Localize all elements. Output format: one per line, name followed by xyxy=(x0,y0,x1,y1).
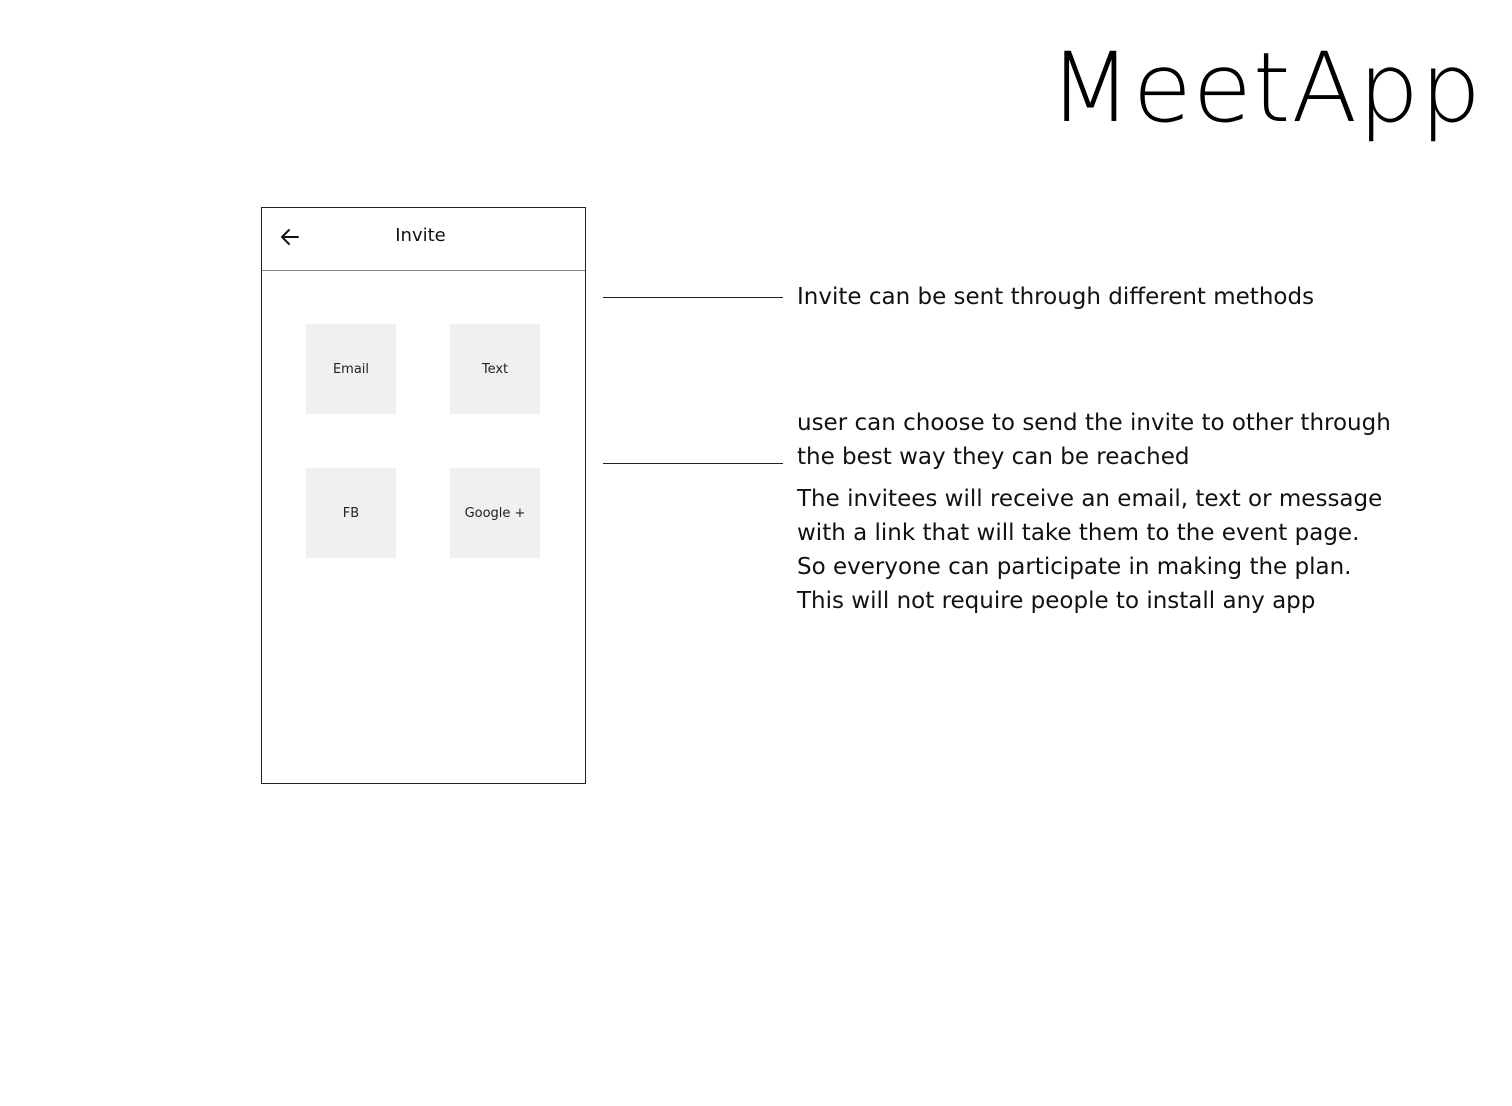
phone-frame xyxy=(261,207,586,784)
annotation-line: The invitees will receive an email, text or message xyxy=(797,486,1383,512)
annotation-line: So everyone can participate in making the plan. xyxy=(797,554,1352,580)
annotation-line: Invite can be sent through different methods xyxy=(797,284,1315,310)
email-invite-button[interactable]: Email xyxy=(306,324,396,414)
google-plus-invite-button[interactable]: Google + xyxy=(450,468,540,558)
text-invite-button[interactable]: Text xyxy=(450,324,540,414)
app-title: MeetApp xyxy=(1048,32,1482,144)
annotation-line: the best way they can be reached xyxy=(797,444,1190,470)
fb-invite-button[interactable]: FB xyxy=(306,468,396,558)
annotation-connector xyxy=(603,463,783,464)
annotation-line: user can choose to send the invite to other through xyxy=(797,410,1391,436)
annotation-line: with a link that will take them to the event page. xyxy=(797,520,1360,546)
choice-annotation xyxy=(797,406,1391,474)
screen-header xyxy=(262,208,585,271)
annotation-line: This will not require people to install any app xyxy=(797,588,1316,614)
annotation-connector xyxy=(603,297,783,298)
methods-annotation xyxy=(797,280,1314,314)
invitee-annotation xyxy=(797,482,1382,618)
screen-title: Invite xyxy=(395,225,446,246)
